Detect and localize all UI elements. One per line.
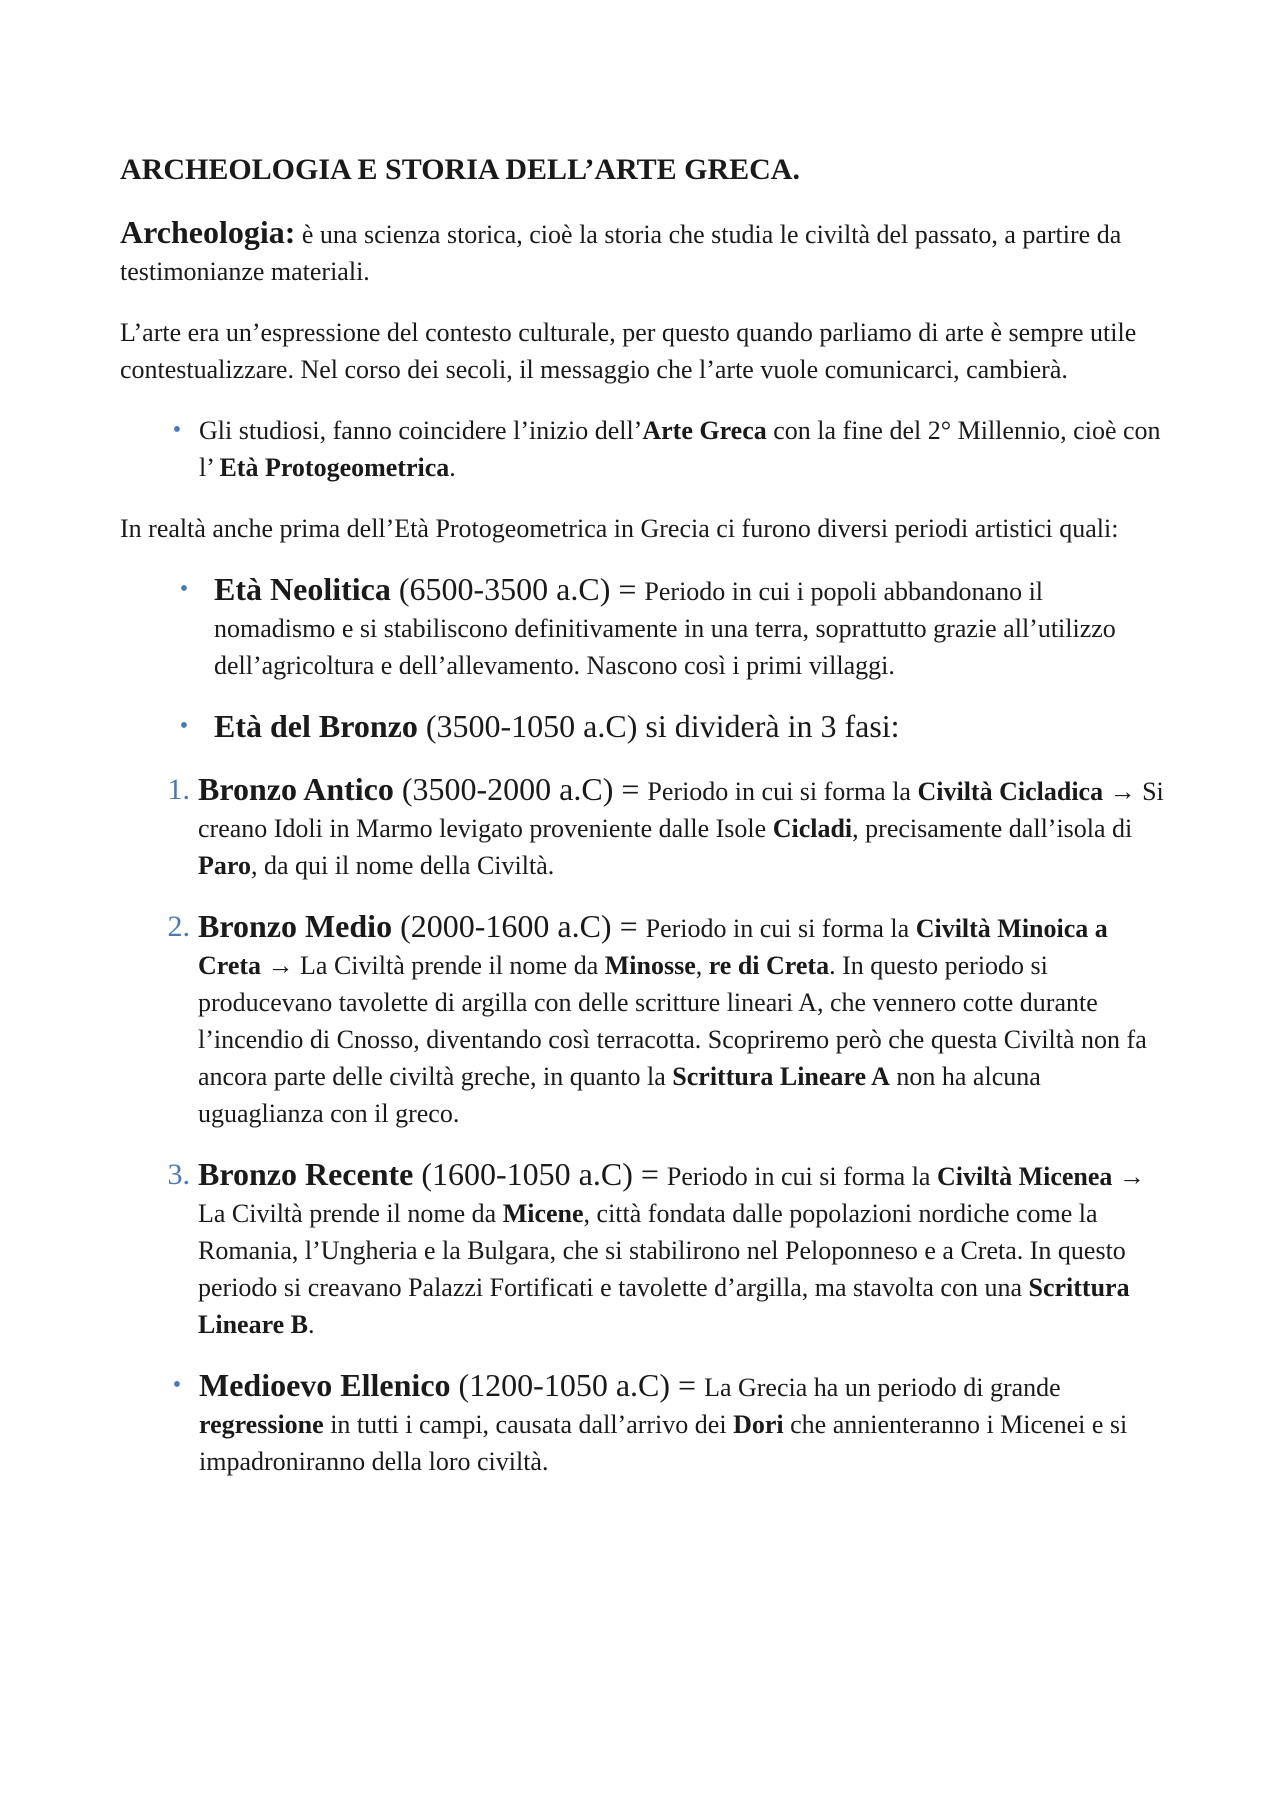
list-number: 2. <box>167 910 190 943</box>
list-item-bronzo-antico: 1. Bronzo Antico (3500-2000 a.C) = Periodo in cui si forma la Civiltà Cicladica → Si creano Idoli in Marmo levigato proveniente dalle Isole Cicladi, precisamente dall’isola di Paro, da qui il nome della Civiltà. <box>120 771 1170 884</box>
list-number: 1. <box>167 773 190 806</box>
bullet-icon: • <box>179 713 189 739</box>
document-page <box>120 152 1170 1504</box>
period-description: Periodo in cui i popoli abbandonano il nomadismo e si stabiliscono definitivamente in una terra, soprattutto grazie all’utilizzo dell’agricoltura e dell’allevamento. Nascono così i primi villaggi. <box>214 577 1116 680</box>
period-range: (2000-1600 a.C) = <box>392 908 646 944</box>
definition-term: Archeologia: <box>120 214 296 250</box>
list-item-arte-greca: • Gli studiosi, fanno coincidere l’inizio dell’Arte Greca con la fine del 2° Millennio, cioè con l’ Età Protogeometrica. <box>120 412 1170 486</box>
list-item-bronzo-recente: 3. Bronzo Recente (1600-1050 a.C) = Periodo in cui si forma la Civiltà Micenea → La Civiltà prende il nome da Micene, città fondata dalle popolazioni nordiche come la Romania, l’Ungheria e la Bulgara, che si stabilirono nel Peloponneso e a Creta. In questo periodo si creavano Palazzi Fortificati e tavolette d’argilla, ma stavolta con una Scrittura Lineare B. <box>120 1156 1170 1343</box>
intro-paragraph: L’arte era un’espressione del contesto culturale, per questo quando parliamo di arte è sempre utile contestualizzare. Nel corso dei secoli, il messaggio che l’arte vuole comunicarci, cambierà. <box>120 318 1137 384</box>
highlight-eta-protogeometrica: Età Protogeometrica <box>219 453 450 482</box>
period-range: (3500-2000 a.C) = <box>393 771 648 807</box>
list-item-bronzo-medio: 2. Bronzo Medio (2000-1600 a.C) = Periodo in cui si forma la Civiltà Minoica a Creta → La Civiltà prende il nome da Minosse, re di Creta. In questo periodo si producevano tavolette di argilla con delle scritture lineari A, che vennero cotte durante l’incendio di Cnosso, diventando così terracotta. Scopriremo però che questa Civiltà non fa ancora parte delle civiltà greche, in quanto la Scrittura Lineare A non ha alcuna uguaglianza con il greco. <box>120 908 1170 1132</box>
period-name: Bronzo Medio <box>198 908 393 944</box>
period-name: Bronzo Antico <box>198 771 394 807</box>
period-name: Medioevo Ellenico <box>199 1367 451 1403</box>
definition-paragraph <box>120 214 1170 290</box>
list-item-eta-neolitica <box>120 571 1170 684</box>
bullet-icon: • <box>172 417 182 443</box>
period-name: Bronzo Recente <box>198 1156 414 1192</box>
bullet-icon: • <box>179 576 189 602</box>
definition-text: è una scienza storica, cioè la storia che studia le civiltà del passato, a partire da testimonianze materiali. <box>120 220 1122 286</box>
list-item-eta-bronzo <box>120 708 1170 747</box>
document-title: ARCHEOLOGIA E STORIA DELL’ARTE GRECA. <box>120 153 800 186</box>
period-name: Età Neolitica <box>214 571 391 607</box>
period-name: Età del Bronzo <box>214 708 418 744</box>
period-range: (1600-1050 a.C) = <box>413 1156 667 1192</box>
period-range: (3500-1050 a.C) si dividerà in 3 fasi: <box>417 708 900 744</box>
transition-paragraph: In realtà anche prima dell’Età Protogeometrica in Grecia ci furono diversi periodi artistici quali: <box>120 514 1119 543</box>
list-item-medioevo-ellenico: • Medioevo Ellenico (1200-1050 a.C) = La Grecia ha un periodo di grande regressione in tutti i campi, causata dall’arrivo dei Dori che annienteranno i Micenei e si impadroniranno della loro civiltà. <box>120 1367 1170 1480</box>
period-range: (1200-1050 a.C) = <box>450 1367 705 1403</box>
period-range: (6500-3500 a.C) = <box>390 571 645 607</box>
highlight-arte-greca: Arte Greca <box>642 416 767 445</box>
bullet-icon: • <box>172 1372 182 1398</box>
list-number: 3. <box>167 1158 190 1191</box>
